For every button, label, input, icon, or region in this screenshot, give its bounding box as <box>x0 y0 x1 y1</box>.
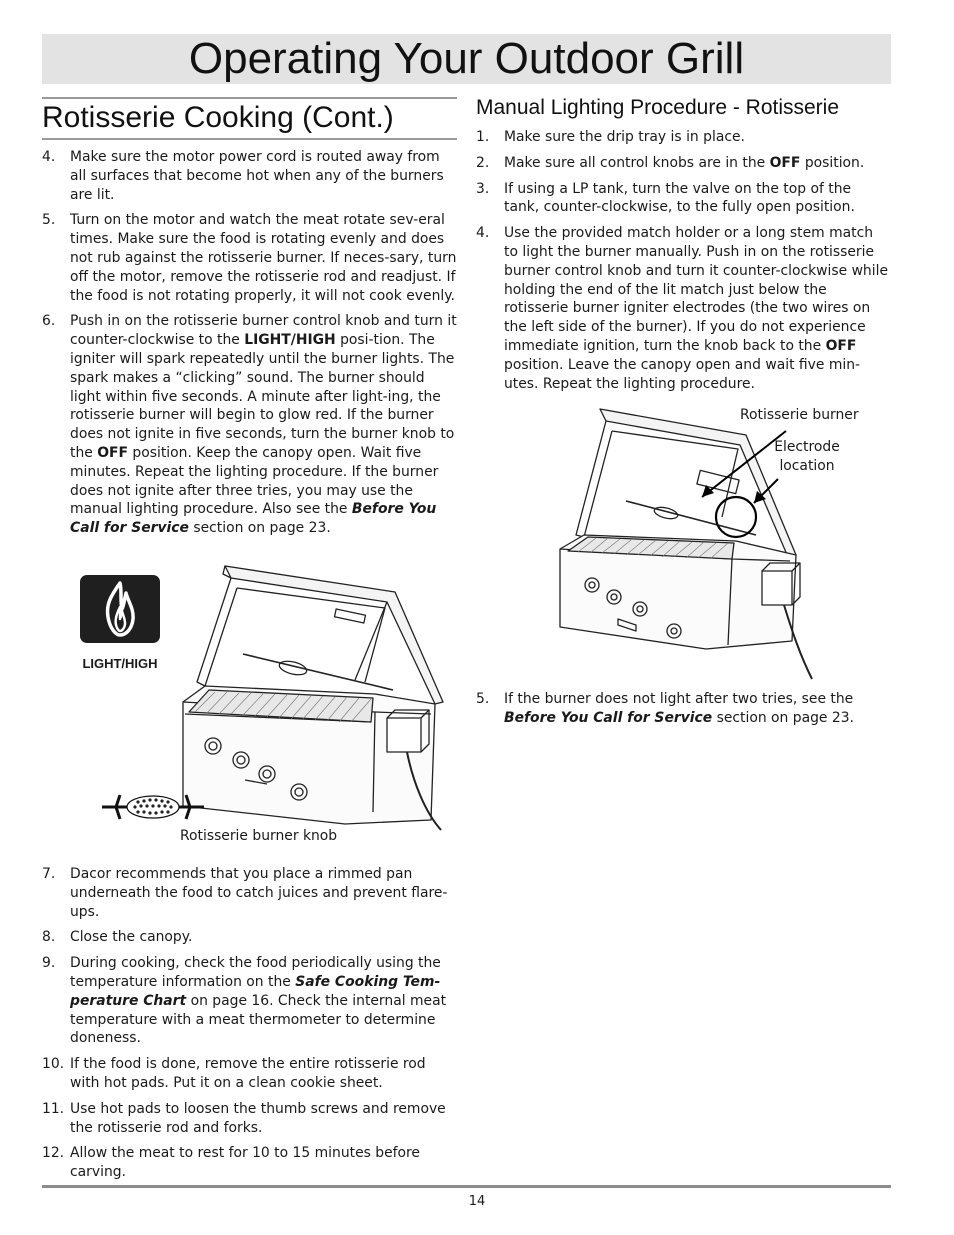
list-item <box>42 954 458 1048</box>
list-item-number: 4. <box>42 149 56 165</box>
left-steps-list-a <box>42 148 458 545</box>
list-item-text: If using a LP tank, turn the valve on the top of the tank, counter-clockwise, to the fully open position. <box>504 180 855 216</box>
list-item-text: Use hot pads to loosen the thumb screws and remove the rotisserie rod and forks. <box>70 1100 446 1136</box>
list-item-number: 7. <box>42 866 56 882</box>
list-item-number: 11. <box>42 1100 65 1117</box>
page-number: 14 <box>468 1194 486 1209</box>
list-item <box>476 128 888 147</box>
list-item <box>42 865 458 921</box>
section-bottom-rule <box>42 138 457 140</box>
list-item <box>476 224 888 393</box>
list-item <box>476 154 888 173</box>
right-steps-list-a <box>476 128 888 400</box>
list-item-text: Allow the meat to rest for 10 to 15 minutes before carving. <box>70 1145 420 1181</box>
electrode-label-line1: Electrode <box>774 439 840 455</box>
grill-illustration-right <box>556 405 846 685</box>
electrode-label-line2: location <box>779 458 835 474</box>
list-item-number: 9. <box>42 955 56 972</box>
list-item-text: Make sure all control knobs are in the OFF position. <box>504 154 865 171</box>
list-item-number: 4. <box>476 225 490 242</box>
list-item <box>42 1144 458 1182</box>
left-steps-list-b <box>42 865 458 1189</box>
rotisserie-burner-knob-caption: Rotisserie burner knob <box>180 828 338 844</box>
list-item <box>42 312 458 538</box>
list-item-text: If the food is done, remove the entire rotisserie rod with hot pads. Put it on a clean cookie sheet. <box>70 1056 426 1091</box>
list-item-text: Make sure the drip tray is in place. <box>504 129 745 145</box>
light-high-label: LIGHT/HIGH <box>82 656 158 671</box>
list-item-number: 12. <box>42 1145 65 1162</box>
page-title: Operating Your Outdoor Grill <box>188 34 745 83</box>
list-item-text: Close the canopy. <box>70 929 193 946</box>
list-item-text: Dacor recommends that you place a rimmed pan underneath the food to catch juices and prevent flare-ups. <box>70 866 448 920</box>
rotisserie-burner-label: Rotisserie burner <box>740 407 859 423</box>
list-item-text: Turn on the motor and watch the meat rotate sev-eral times. Make sure the food is rotating evenly and does not rub against the rotisserie burner. If neces-sary, turn off the motor, remove the rotisserie rod and readjust. If the food is not rotating properly, it will not cook evenly. <box>70 212 457 304</box>
list-item <box>42 148 458 204</box>
manual-lighting-subtitle: Manual Lighting Procedure - Rotisserie <box>476 96 840 119</box>
list-item-text: Use the provided match holder or a long stem match to light the burner manually. Push in on the rotisserie burner control knob and turn it counter-clockwise while holding the end of the lit match just below the rotisserie burner igniter electrodes (the two wires on the left side of the burner). If you do not experience immediate ignition, turn the knob back to the OFF position. Leave the canopy open and wait five min-utes. Repeat the lighting procedure. <box>504 225 889 392</box>
rotisserie-rod-icon <box>98 790 208 824</box>
right-steps-list-b <box>476 690 888 735</box>
list-item-number: 2. <box>476 154 490 171</box>
list-item-number: 8. <box>42 929 56 946</box>
list-item-number: 10. <box>42 1056 65 1073</box>
list-item-text: Push in on the rotisserie burner control knob and turn it counter-clockwise to the LIGHT/HIGH posi-tion. The igniter will spark repeatedly until the burner lights. The spark makes a “clicking” sound. The burner should light within five seconds. A minute after light-ing, the rotisserie burner will begin to glow red. If the burner does not ignite in five seconds, turn the burner knob to the OFF position. Keep the canopy open. Wait five minutes. Repeat the lighting procedure. If the burner does not ignite after three tries, you may use the manual lighting procedure. Also see the Before You Call for Service section on page 23. <box>70 313 457 537</box>
footer-rule <box>42 1185 891 1188</box>
section-title: Rotisserie Cooking (Cont.) <box>42 101 394 134</box>
list-item-text: During cooking, check the food periodically using the temperature information on the Safe Cooking Tem-perature Chart on page 16. Check the internal meat temperature with a meat thermometer to determine doneness. <box>70 955 447 1047</box>
list-item <box>476 690 888 728</box>
list-item <box>476 180 888 218</box>
list-item-number: 5. <box>42 212 56 229</box>
list-item-number: 6. <box>42 313 56 330</box>
list-item-number: 3. <box>476 180 490 197</box>
list-item <box>42 1100 458 1138</box>
flame-icon <box>80 575 160 643</box>
list-item <box>42 1055 458 1093</box>
list-item <box>42 928 458 947</box>
list-item-number: 5. <box>476 691 490 707</box>
grill-illustration-left <box>175 562 445 832</box>
page-header <box>42 34 891 84</box>
list-item <box>42 211 458 305</box>
light-high-flame-icon-box <box>80 575 160 643</box>
list-item-number: 1. <box>476 129 490 145</box>
list-item-text: Make sure the motor power cord is routed away from all surfaces that become hot when any of the burners are lit. <box>70 149 444 203</box>
list-item-text: If the burner does not light after two tries, see the Before You Call for Service section on page 23. <box>504 691 854 726</box>
